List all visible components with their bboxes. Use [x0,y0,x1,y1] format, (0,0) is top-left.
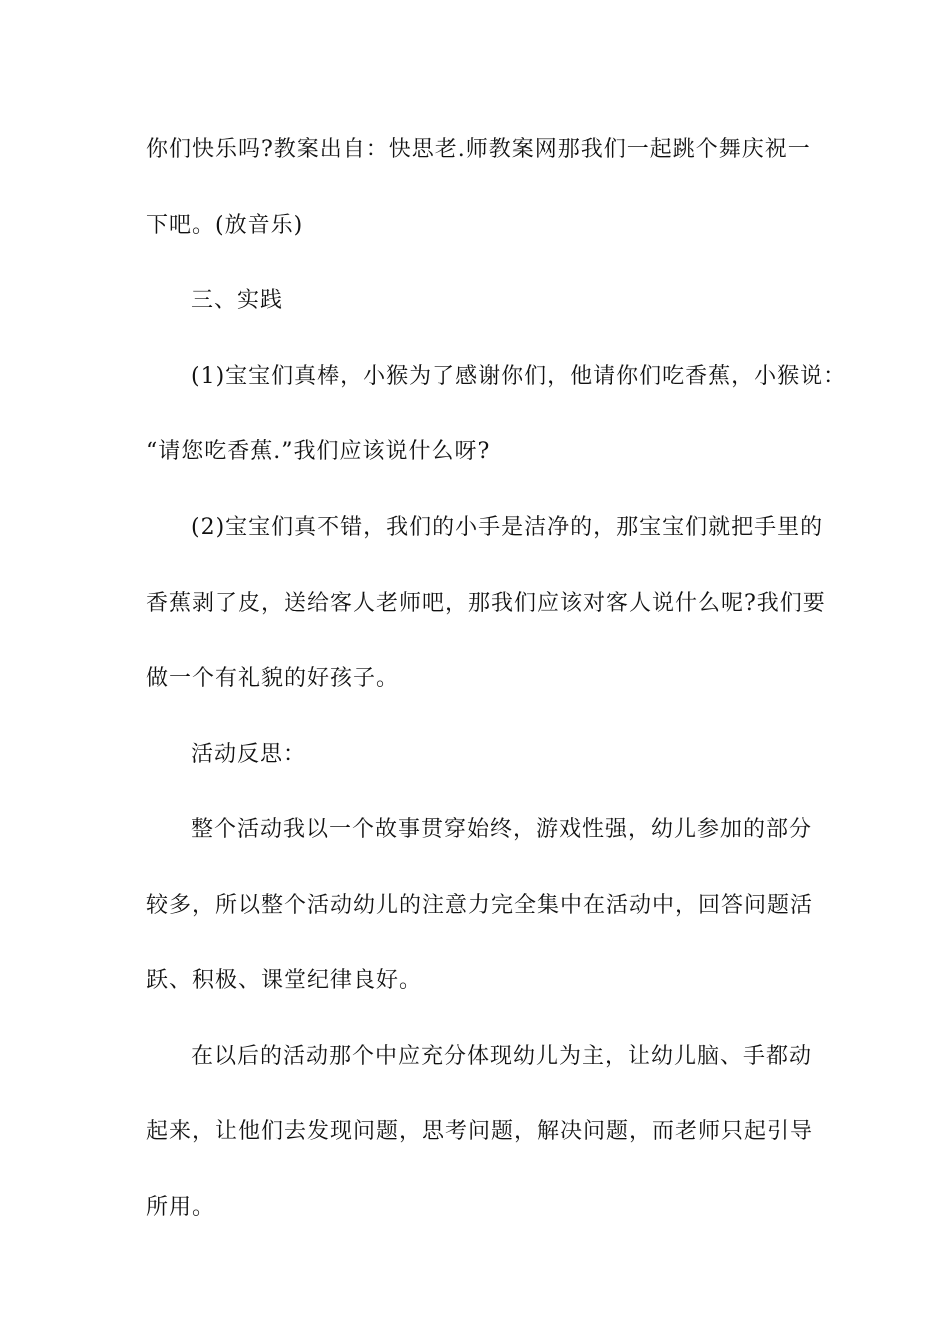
section-heading: 活动反思： [191,742,307,767]
text-line: 所用。 [146,1195,216,1220]
text-line: 你们快乐吗?教案出自：快思老.师教案网那我们一起跳个舞庆祝一 [146,137,811,162]
text-line: 下吧。(放音乐) [146,213,304,238]
text-line: 跃、积极、课堂纪律良好。 [146,968,423,993]
text-line: “请您吃香蕉.”我们应该说什么呀? [146,439,491,464]
text-line: 香蕉剥了皮，送给客人老师吧，那我们应该对客人说什么呢?我们要 [146,591,826,616]
paragraph-line: 在以后的活动那个中应充分体现幼儿为主，让幼儿脑、手都动 [191,1044,813,1069]
text-line: 做一个有礼貌的好孩子。 [146,666,400,691]
paragraph-line: (1)宝宝们真棒，小猴为了感谢你们，他请你们吃香蕉，小猴说： [191,364,847,389]
text-line: 较多，所以整个活动幼儿的注意力完全集中在活动中，回答问题活 [146,893,814,918]
paragraph-line: 整个活动我以一个故事贯穿始终，游戏性强，幼儿参加的部分 [191,817,813,842]
section-heading: 三、实践 [191,288,284,313]
paragraph-line: (2)宝宝们真不错，我们的小手是洁净的，那宝宝们就把手里的 [191,515,824,540]
text-line: 起来，让他们去发现问题，思考问题，解决问题，而老师只起引导 [146,1119,814,1144]
